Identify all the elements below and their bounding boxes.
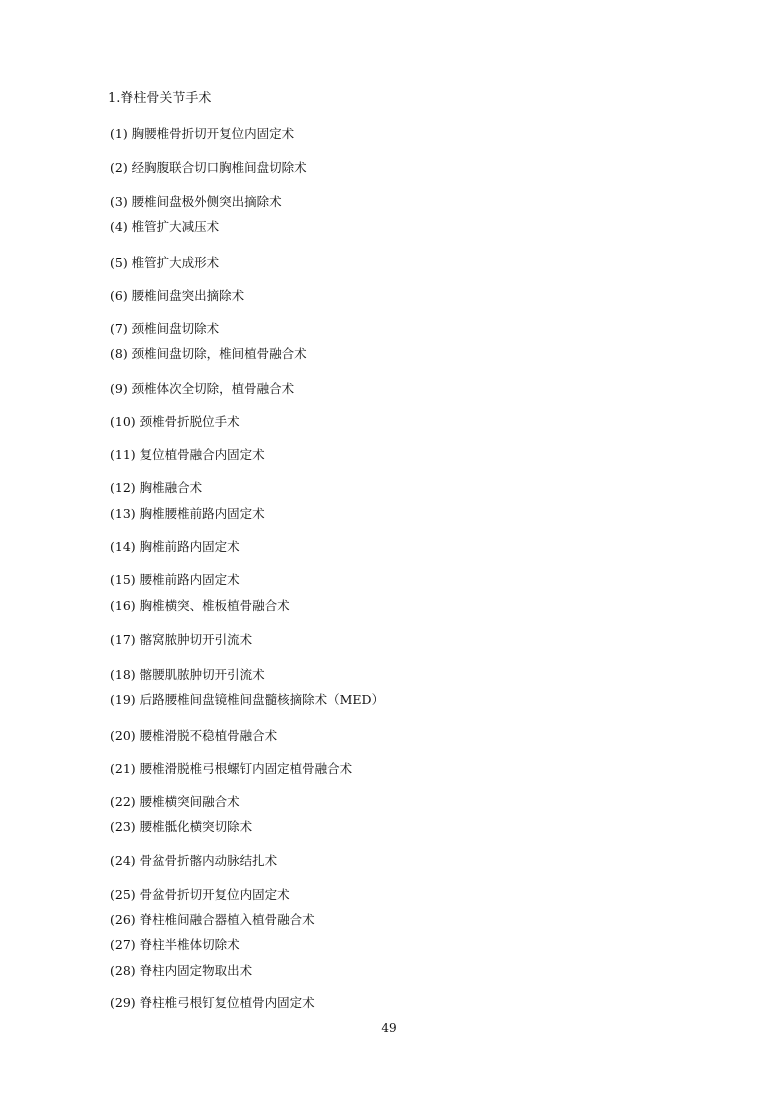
list-item: (29) 脊柱椎弓根钉复位植骨内固定术 — [110, 995, 315, 1010]
list-item: (23) 腰椎骶化横突切除术 — [110, 819, 253, 834]
list-item: (6) 腰椎间盘突出摘除术 — [110, 288, 245, 303]
list-item: (2) 经胸腹联合切口胸椎间盘切除术 — [110, 160, 307, 175]
list-item: (25) 骨盆骨折切开复位内固定术 — [110, 887, 290, 902]
section-title: 1.脊柱骨关节手术 — [108, 91, 212, 106]
list-item: (22) 腰椎横突间融合术 — [110, 794, 240, 809]
page-number: 49 — [381, 1021, 397, 1035]
list-item: (17) 髂窝脓肿切开引流术 — [110, 632, 253, 647]
list-item: (10) 颈椎骨折脱位手术 — [110, 414, 240, 429]
list-item: (28) 脊柱内固定物取出术 — [110, 963, 253, 978]
list-item: (14) 胸椎前路内固定术 — [110, 539, 240, 554]
list-item: (4) 椎管扩大减压术 — [110, 219, 220, 234]
list-item: (20) 腰椎滑脱不稳植骨融合术 — [110, 728, 278, 743]
list-item: (18) 髂腰肌脓肿切开引流术 — [110, 667, 265, 682]
list-item: (21) 腰椎滑脱椎弓根螺钉内固定植骨融合术 — [110, 761, 353, 776]
list-item: (12) 胸椎融合术 — [110, 480, 203, 495]
list-item: (16) 胸椎横突、椎板植骨融合术 — [110, 598, 290, 613]
list-item: (3) 腰椎间盘极外侧突出摘除术 — [110, 194, 282, 209]
list-item: (7) 颈椎间盘切除术 — [110, 321, 220, 336]
list-item: (1) 胸腰椎骨折切开复位内固定术 — [110, 126, 295, 141]
list-item: (11) 复位植骨融合内固定术 — [110, 447, 265, 462]
list-item: (26) 脊柱椎间融合器植入植骨融合术 — [110, 912, 315, 927]
list-item: (24) 骨盆骨折髂内动脉结扎术 — [110, 853, 278, 868]
list-item: (19) 后路腰椎间盘镜椎间盘髓核摘除术（MED） — [110, 692, 385, 707]
list-item: (13) 胸椎腰椎前路内固定术 — [110, 506, 265, 521]
list-item: (5) 椎管扩大成形术 — [110, 255, 220, 270]
list-item: (8) 颈椎间盘切除，椎间植骨融合术 — [110, 346, 307, 361]
list-item: (27) 脊柱半椎体切除术 — [110, 937, 240, 952]
list-item: (9) 颈椎体次全切除，植骨融合术 — [110, 381, 295, 396]
list-item: (15) 腰椎前路内固定术 — [110, 572, 240, 587]
